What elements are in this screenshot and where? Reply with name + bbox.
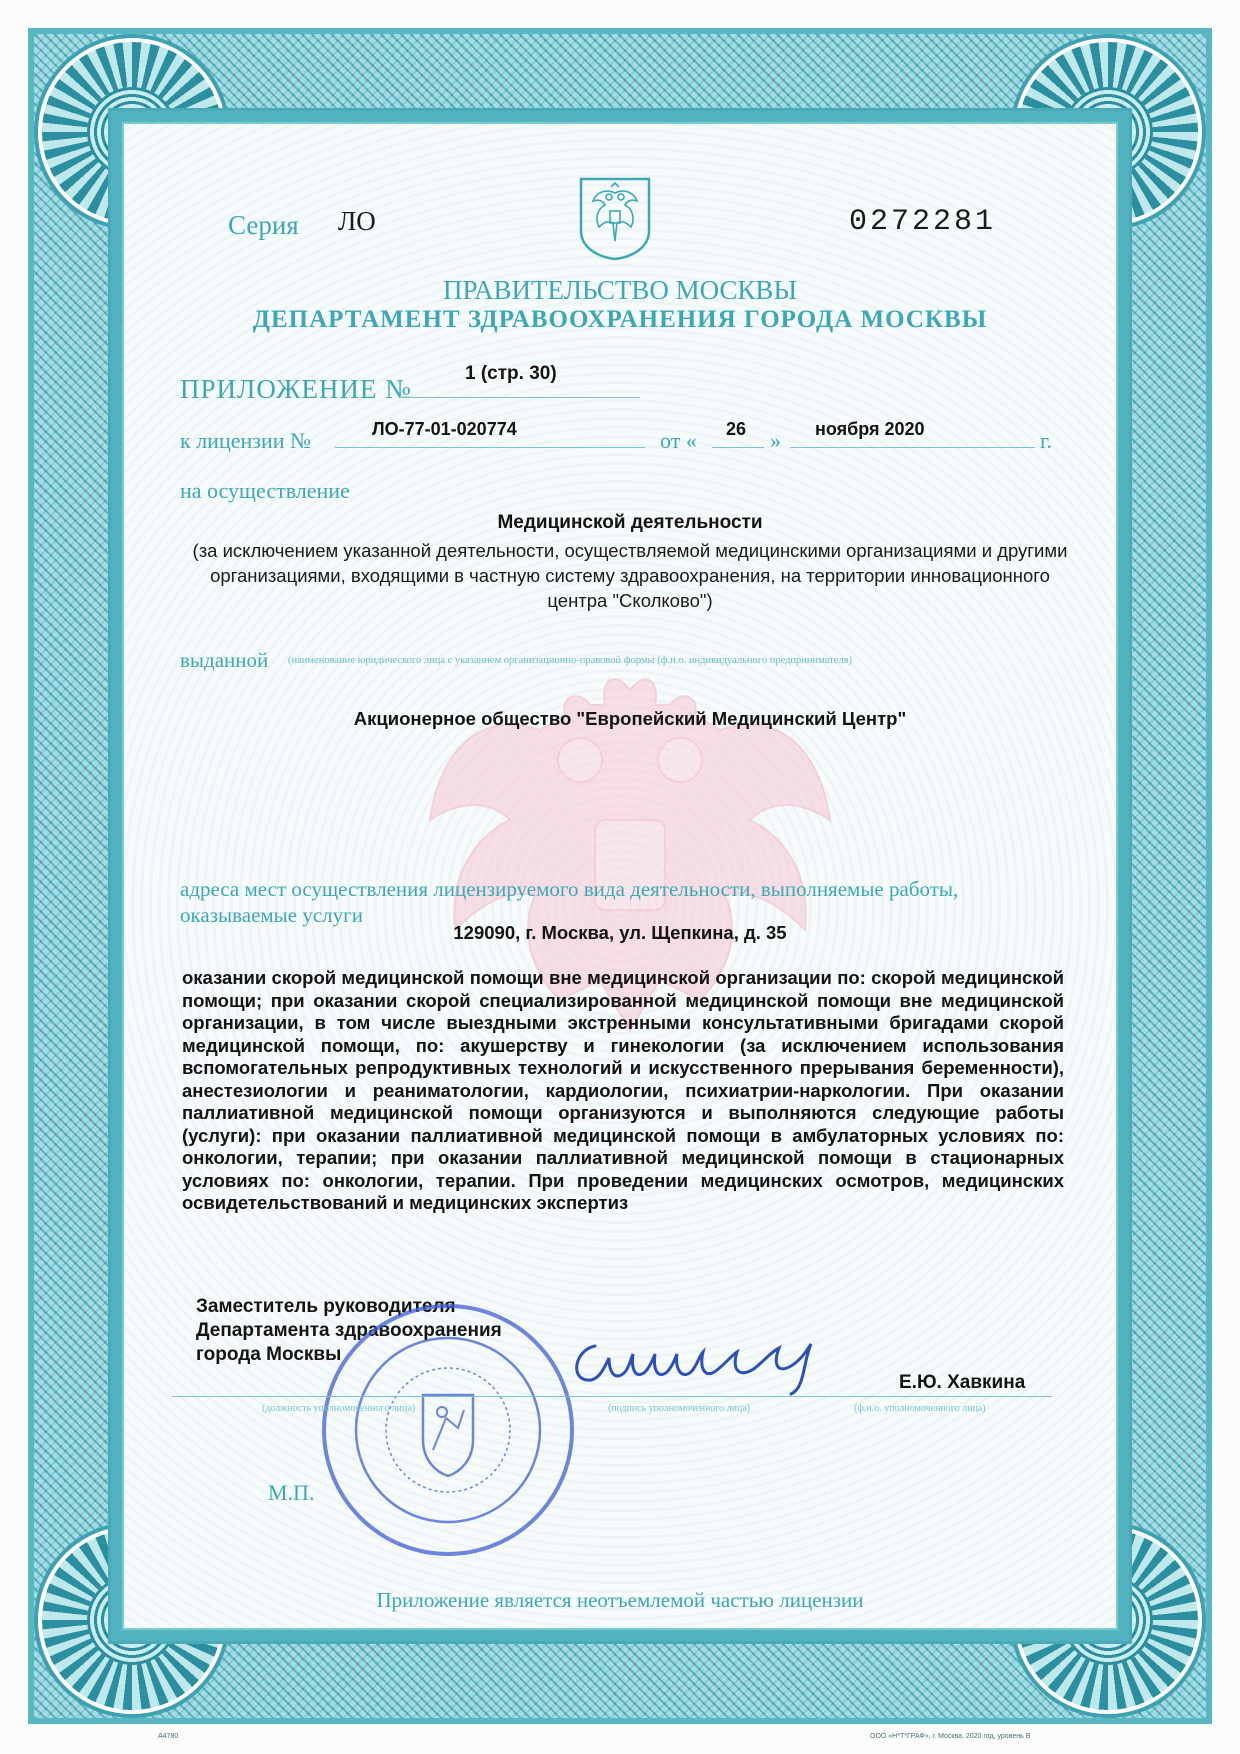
license-year-suffix: г.	[1040, 428, 1053, 453]
issued-label: выданной	[180, 648, 269, 672]
serial-number: 0272281	[849, 205, 997, 239]
moscow-seal-stamp	[318, 1300, 578, 1560]
signature-underline	[172, 1396, 1052, 1397]
license-day: 26	[726, 419, 747, 439]
license-day-close: »	[770, 428, 781, 453]
government-title: ПРАВИТЕЛЬСТВО МОСКВЫ	[442, 275, 797, 305]
signer-position: Заместитель руководителя Департамента здравоохранения города Москвы	[196, 1296, 502, 1365]
footer-note: Приложение является неотъемлемой частью лицензии	[376, 1588, 864, 1612]
signer-name: Е.Ю. Хавкина	[899, 1372, 1026, 1393]
seal-place-label: М.П.	[268, 1480, 315, 1505]
issued-hint: (наименование юридического лица с указанием организационно-правовой формы (ф.и.о. индивидуального предпринимателя)	[288, 655, 852, 666]
works-services-text: оказании скорой медицинской помощи вне медицинской организации по: скорой медицинской помощи; при оказании скорой специализированной медицинской помощи вне медицинской организации, в том числе выездными экстренными консультативными бригадами скорой медицинской помощи, по: акушерству и гинекологии (за исключением использования вспомогательных репродуктивных технологий и искусственного прерывания беременности), анестезиологии и реаниматологии, кардиологии, психиатрии-наркологии. При оказании паллиативной медицинской помощи организуются и выполняются следующие работы (услуги): при оказании паллиативной медицинской помощи в амбулаторных условиях по: онкологии, терапии; при оказании паллиативной медицинской помощи в стационарных условиях по: онкологии, терапии. При проведении медицинских осмотров, медицинских освидетельствований и медицинских экспертиз	[182, 967, 1064, 1213]
russian-coat-of-arms-icon	[577, 175, 653, 261]
hint-position: (должность уполномоченного лица)	[262, 1403, 416, 1414]
license-label: к лицензии №	[180, 428, 311, 453]
department-title: ДЕПАРТАМЕНТ ЗДРАВООХРАНЕНИЯ ГОРОДА МОСКВЫ	[252, 306, 988, 333]
handwritten-signature	[565, 1328, 835, 1398]
form-code: А4780	[158, 1733, 179, 1740]
hint-signature: (подпись уполномоченного лица)	[608, 1403, 751, 1414]
license-underline	[335, 447, 645, 448]
license-date-label: от «	[660, 428, 697, 453]
series-value: ЛО	[338, 206, 376, 236]
address-value: 129090, г. Москва, ул. Щепкина, д. 35	[453, 922, 787, 943]
hint-name: (ф.и.о. уполномоченного лица)	[854, 1403, 986, 1414]
activity-label: на осуществление	[180, 478, 350, 503]
appendix-underline	[400, 397, 640, 398]
printer-imprint: ООО «Н*Т*ГРАФ», г. Москва, 2020 год, уровень В	[870, 1733, 1031, 1740]
address-label: адреса мест осуществления лицензируемого вида деятельности, выполняемые работы, оказываемые услуги	[180, 877, 959, 927]
appendix-number: 1 (стр. 30)	[465, 363, 557, 384]
license-month-year: ноября 2020	[815, 419, 925, 439]
series-label: Серия	[228, 210, 299, 240]
month-underline	[790, 447, 1035, 448]
license-number: ЛО-77-01-020774	[372, 419, 517, 439]
activity-title: Медицинской деятельности	[497, 512, 763, 533]
day-underline	[712, 447, 764, 448]
organization-name: Акционерное общество "Европейский Медицинский Центр"	[353, 708, 907, 729]
activity-note: (за исключением указанной деятельности, осуществляемой медицинскими организациями и другими организациями, входящими в частную систему здравоохранения, на территории инновационного центра "Сколково")	[192, 540, 1068, 611]
appendix-label: ПРИЛОЖЕНИЕ №	[180, 374, 412, 404]
